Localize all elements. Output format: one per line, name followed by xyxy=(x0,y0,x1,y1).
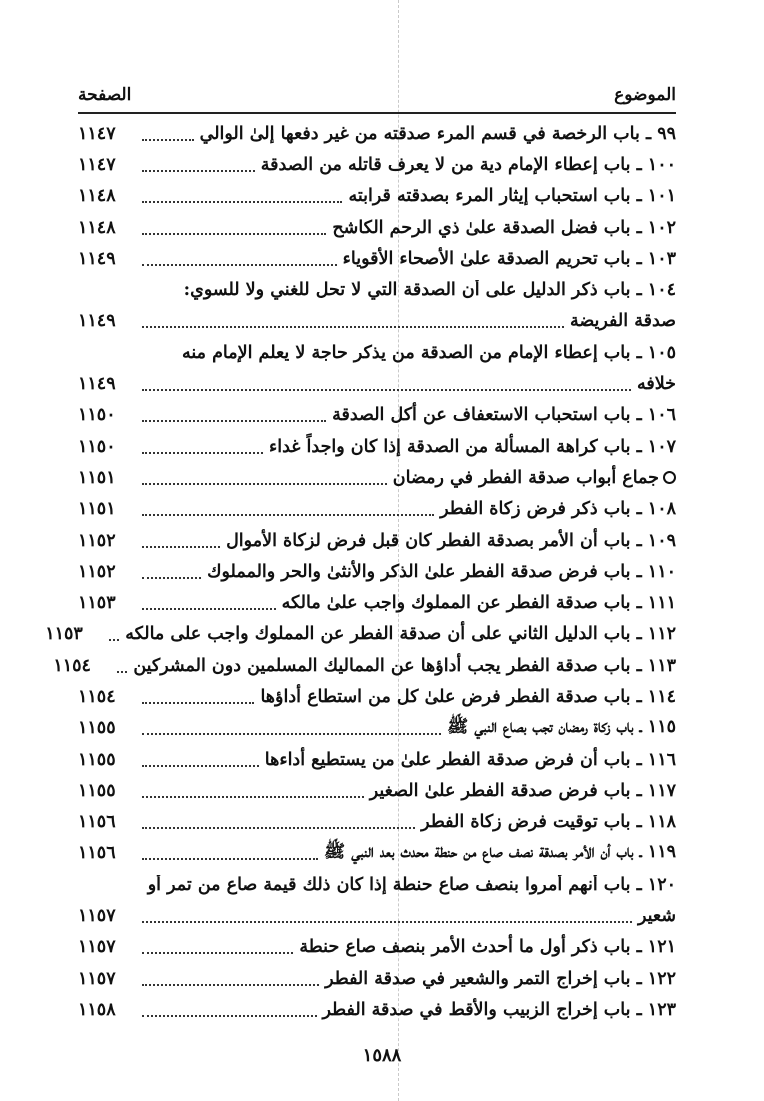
toc-entry-title: ١٠٨ ـ باب ذكر فرض زكاة الفطر xyxy=(440,499,676,520)
toc-entry xyxy=(78,494,676,525)
dot-leader xyxy=(142,326,564,328)
toc-entry-title: ١٠٠ ـ باب إعطاء الإمام دية من لا يعرف قاتله من الصدقة xyxy=(260,154,676,175)
toc-entry-title: ١٠٦ ـ باب استحباب الاستعفاف عن أكل الصدقة xyxy=(332,405,676,426)
dot-leader xyxy=(109,639,119,641)
toc-entry-title: ١٢٣ ـ باب إخراج الزبيب والأقط في صدقة الفطر xyxy=(322,999,676,1020)
circle-marker-icon xyxy=(663,471,676,484)
toc-entry xyxy=(78,431,676,462)
toc-entry xyxy=(78,274,676,305)
table-of-contents xyxy=(45,118,676,1026)
toc-entry-page: ١١٥٤ xyxy=(78,686,116,707)
toc-entry-title: ١١٩ ـ باب أن الأمر بصدقة نصف صاع من حنطة محدث بعد النبي ﷺ xyxy=(323,842,676,863)
toc-entry-page: ١١٤٨ xyxy=(78,186,116,207)
toc-entry-title: ١٢٠ ـ باب أنهم أمروا بنصف صاع حنطة إذا كان ذلك قيمة صاع من تمر أو xyxy=(147,874,676,895)
toc-entry xyxy=(53,650,676,681)
toc-entry-title: ١١٥ ـ باب زكاة رمضان تجب بصاع النبي ﷺ xyxy=(447,717,676,738)
toc-entry xyxy=(78,744,676,775)
toc-entry xyxy=(78,900,676,931)
toc-entry-title: صدقة الفريضة xyxy=(569,311,676,332)
toc-entry-page: ١١٥٦ xyxy=(78,843,116,864)
toc-entry-page: ١١٥٥ xyxy=(78,749,116,770)
dot-leader xyxy=(142,858,318,860)
toc-entry-page: ١١٥٧ xyxy=(78,937,116,958)
toc-entry xyxy=(78,243,676,274)
toc-entry xyxy=(78,932,676,963)
toc-entry xyxy=(78,181,676,212)
dot-leader xyxy=(142,139,194,141)
toc-entry-title: ١١٤ ـ باب صدقة الفطر فرض علىٰ كل من استطاع أداؤها xyxy=(260,686,676,707)
dot-leader xyxy=(142,264,337,266)
dot-leader xyxy=(142,921,632,923)
dot-leader xyxy=(142,483,387,485)
toc-entry-title: شعير xyxy=(637,906,676,927)
toc-entry xyxy=(78,368,676,399)
toc-entry-page: ١١٤٩ xyxy=(78,311,116,332)
page-number: ١٥٨٨ xyxy=(362,1045,402,1066)
dot-leader xyxy=(117,671,127,673)
dot-leader xyxy=(142,984,319,986)
toc-entry xyxy=(78,149,676,180)
toc-entry-page: ١١٥٧ xyxy=(78,968,116,989)
dot-leader xyxy=(142,827,415,829)
toc-entry xyxy=(78,556,676,587)
toc-entry xyxy=(78,337,676,368)
toc-entry-page: ١١٥٠ xyxy=(78,405,116,426)
toc-entry xyxy=(78,869,676,900)
toc-entry-title: ١٠٢ ـ باب فضل الصدقة علىٰ ذي الرحم الكاشح xyxy=(332,217,676,238)
dot-leader xyxy=(142,952,293,954)
dot-leader xyxy=(142,170,255,172)
dot-leader xyxy=(142,765,259,767)
toc-entry-title: ١٢١ ـ باب ذكر أول ما أحدث الأمر بنصف صاع حنطة xyxy=(299,937,676,958)
toc-entry xyxy=(78,525,676,556)
dot-leader xyxy=(142,389,631,391)
toc-entry xyxy=(78,118,676,149)
toc-entry-title: جماع أبواب صدقة الفطر في رمضان xyxy=(392,467,659,488)
page-column-label: الصفحة xyxy=(78,85,132,105)
toc-entry-page: ١١٥١ xyxy=(78,499,116,520)
dot-leader xyxy=(142,420,326,422)
toc-entry-page: ١١٤٩ xyxy=(78,374,116,395)
toc-entry-page: ١١٥٣ xyxy=(45,624,83,645)
toc-entry xyxy=(78,807,676,838)
dot-leader xyxy=(142,546,220,548)
toc-entry-title: ١٠٣ ـ باب تحريم الصدقة علىٰ الأصحاء الأقوياء xyxy=(342,248,676,269)
toc-entry-title: ١١١ ـ باب صدقة الفطر عن المملوك واجب علىٰ مالكه xyxy=(281,593,676,614)
toc-entry xyxy=(78,963,676,994)
toc-entry-title: ١١٣ ـ باب صدقة الفطر يجب أداؤها عن المماليك المسلمين دون المشركين xyxy=(133,655,676,676)
toc-entry-title: ١١٧ ـ باب فرض صدقة الفطر علىٰ الصغير xyxy=(369,780,676,801)
toc-entry-page: ١١٥٣ xyxy=(78,593,116,614)
toc-header xyxy=(78,78,676,114)
toc-entry-page: ١١٥٦ xyxy=(78,812,116,833)
dot-leader xyxy=(142,733,441,735)
toc-entry-title: خلافه xyxy=(636,374,676,395)
toc-entry-title: ١٠٤ ـ باب ذكر الدليل على أن الصدقة التي لا تحل للغني ولا للسوي: xyxy=(183,280,676,301)
toc-entry xyxy=(78,713,676,744)
toc-entry xyxy=(78,681,676,712)
toc-entry-title: ١٠٧ ـ باب كراهة المسألة من الصدقة إذا كان واجداً غداء xyxy=(269,436,676,457)
toc-entry-page: ١١٥٥ xyxy=(78,780,116,801)
dot-leader xyxy=(142,796,364,798)
toc-entry-title: ١١٢ ـ باب الدليل الثاني على أن صدقة الفطر عن المملوك واجب على مالكه xyxy=(125,624,676,645)
dot-leader xyxy=(142,577,201,579)
dot-leader xyxy=(142,608,276,610)
subject-column-label: الموضوع xyxy=(614,85,676,105)
toc-entry-page: ١١٤٧ xyxy=(78,123,116,144)
toc-entry-page: ١١٥٢ xyxy=(78,530,116,551)
toc-entry-page: ١١٤٩ xyxy=(78,248,116,269)
dot-leader xyxy=(142,452,263,454)
toc-entry xyxy=(78,400,676,431)
toc-entry xyxy=(78,306,676,337)
dot-leader xyxy=(142,514,434,516)
dot-leader xyxy=(142,1015,317,1017)
toc-entry-page: ١١٥٤ xyxy=(53,655,91,676)
toc-entry-title: ١١٠ ـ باب فرض صدقة الفطر علىٰ الذكر والأنثىٰ والحر والمملوك xyxy=(207,561,676,582)
toc-entry xyxy=(45,619,676,650)
dot-leader xyxy=(142,201,342,203)
toc-section-heading xyxy=(78,462,676,493)
toc-entry-page: ١١٥٥ xyxy=(78,718,116,739)
toc-entry-title: ١٠١ ـ باب استحباب إيثار المرء بصدقته قرابته xyxy=(348,186,676,207)
toc-entry xyxy=(78,587,676,618)
toc-entry-page: ١١٥٢ xyxy=(78,561,116,582)
toc-entry-page: ١١٥١ xyxy=(78,467,116,488)
toc-entry-title: ١٢٢ ـ باب إخراج التمر والشعير في صدقة الفطر xyxy=(325,968,676,989)
dot-leader xyxy=(142,702,254,704)
toc-entry-page: ١١٤٧ xyxy=(78,154,116,175)
toc-entry-title: ١١٨ ـ باب توقيت فرض زكاة الفطر xyxy=(421,812,676,833)
dot-leader xyxy=(142,233,326,235)
toc-entry-page: ١١٥٧ xyxy=(78,906,116,927)
toc-entry xyxy=(78,775,676,806)
toc-entry-page: ١١٥٨ xyxy=(78,999,116,1020)
toc-entry-title: ١٠٩ ـ باب أن الأمر بصدقة الفطر كان قبل فرض لزكاة الأموال xyxy=(226,530,676,551)
toc-entry-page: ١١٥٠ xyxy=(78,436,116,457)
toc-entry-title: ١٠٥ ـ باب إعطاء الإمام من الصدقة من يذكر حاجة لا يعلم الإمام منه xyxy=(181,342,676,363)
toc-entry-page: ١١٤٨ xyxy=(78,217,116,238)
toc-entry xyxy=(78,212,676,243)
toc-entry-title: ٩٩ ـ باب الرخصة في قسم المرء صدقته من غير دفعها إلىٰ الوالي xyxy=(199,123,676,144)
toc-entry xyxy=(78,838,676,869)
toc-entry xyxy=(78,994,676,1025)
toc-entry-title: ١١٦ ـ باب أن فرض صدقة الفطر علىٰ من يستطيع أداءها xyxy=(264,749,676,770)
